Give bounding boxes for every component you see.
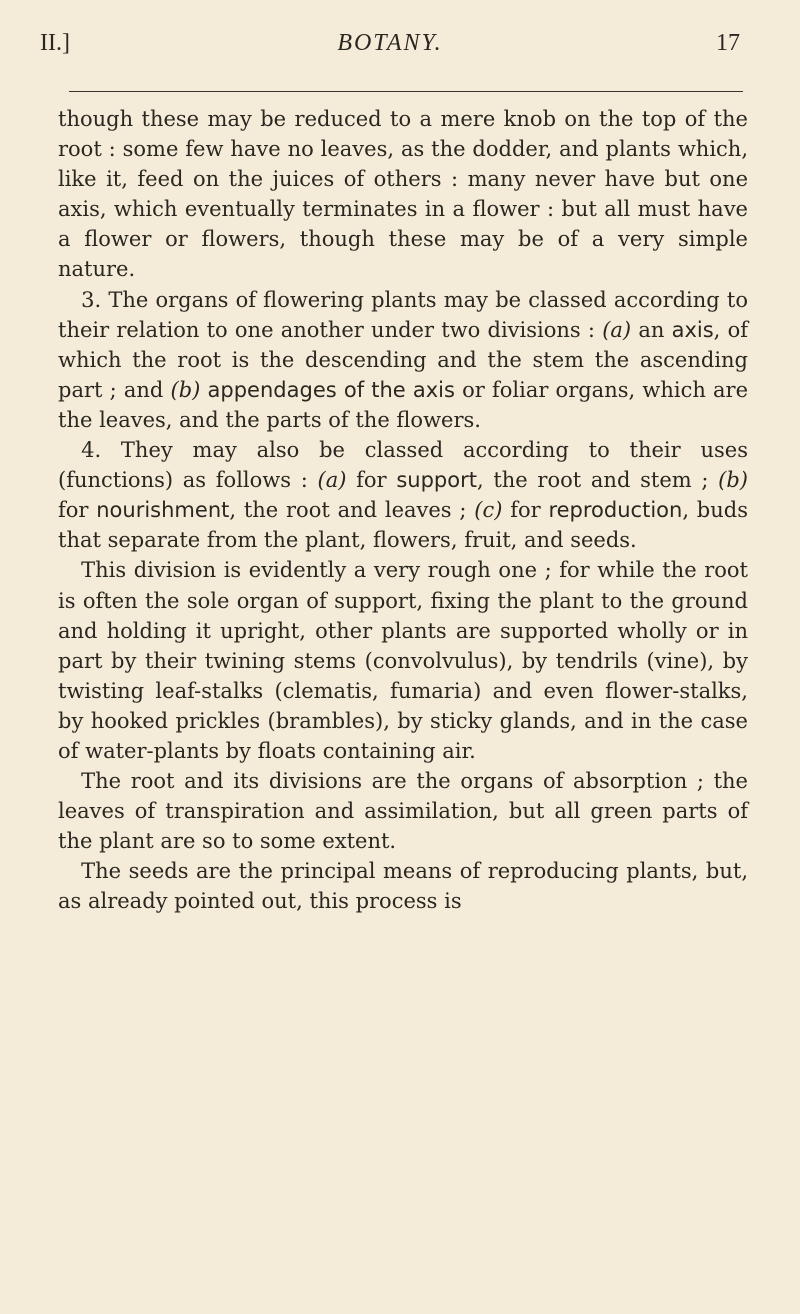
p4-lead-text: 4. They may also be classed according to their uses (functions) as follows : [58, 438, 748, 493]
term-appendages: appendages of the axis [207, 377, 455, 402]
paragraph-absorption: The root and its divisions are the organs of absorption ; the leaves of transpiration and assimilation, but all green parts of the plant are so to some extent. [58, 769, 748, 854]
p4-text: for [346, 468, 397, 493]
use-b-marker: (b) [718, 468, 748, 493]
paragraph-3-organs [58, 285, 748, 435]
running-header [40, 30, 740, 60]
body-text [58, 104, 748, 917]
running-title: BOTANY. [337, 30, 443, 56]
p4-text: for [58, 498, 97, 523]
p3-text: an [631, 317, 672, 342]
p4-text: for [502, 498, 549, 523]
term-reproduction: reproduction [548, 498, 683, 523]
p3-text: or foliar organs, which are the leaves, and the parts of the flowers. [58, 377, 749, 432]
use-c-marker: (c) [474, 498, 503, 523]
p4-text: , buds that separate from the plant, flowers, fruit, and seeds. [58, 498, 748, 553]
division-a-marker: (a) [602, 317, 632, 342]
paragraph-continued: though these may be reduced to a mere knob on the top of the root : some few have no leaves, as the dodder, and plants which, like it, feed on the juices of others : many never have but one axis, which eventually terminates in a flower : but all must have a flower or flowers, though these may be of a very simple nature. [58, 107, 748, 282]
paragraph-seeds: The seeds are the principal means of reproducing plants, but, as already pointed out, this process is [58, 859, 748, 914]
p3-text [200, 378, 207, 402]
p4-text: , the root and stem ; [476, 468, 719, 493]
term-axis: axis [671, 317, 714, 342]
p3-text: , of which the root is the descending and the stem the ascending part ; and [58, 317, 748, 402]
page-number: 17 [716, 30, 740, 56]
use-a-marker: (a) [317, 468, 347, 493]
header-rule [69, 91, 743, 92]
paragraph-4-uses [58, 435, 748, 555]
term-support: support [396, 468, 477, 493]
chapter-number: II.] [40, 30, 70, 56]
paragraph-division-note: This division is evidently a very rough one ; for while the root is often the sole organ of support, fixing the plant to the ground and holding it upright, other plants are supported wholly or in part by their twining stems (convolvulus), by tendrils (vine), by twisting leaf-stalks (clematis, fumaria) and even flower-stalks, by hooked prickles (brambles), by sticky glands, and in the case of water-plants by floats containing air. [58, 558, 748, 763]
p3-lead-text: 3. The organs of flowering plants may be classed according to their relation to one another under two divisions : [58, 287, 748, 342]
term-nourishment: nourishment [96, 498, 230, 523]
p4-text: , the root and leaves ; [229, 498, 475, 523]
division-b-marker: (b) [170, 377, 201, 402]
